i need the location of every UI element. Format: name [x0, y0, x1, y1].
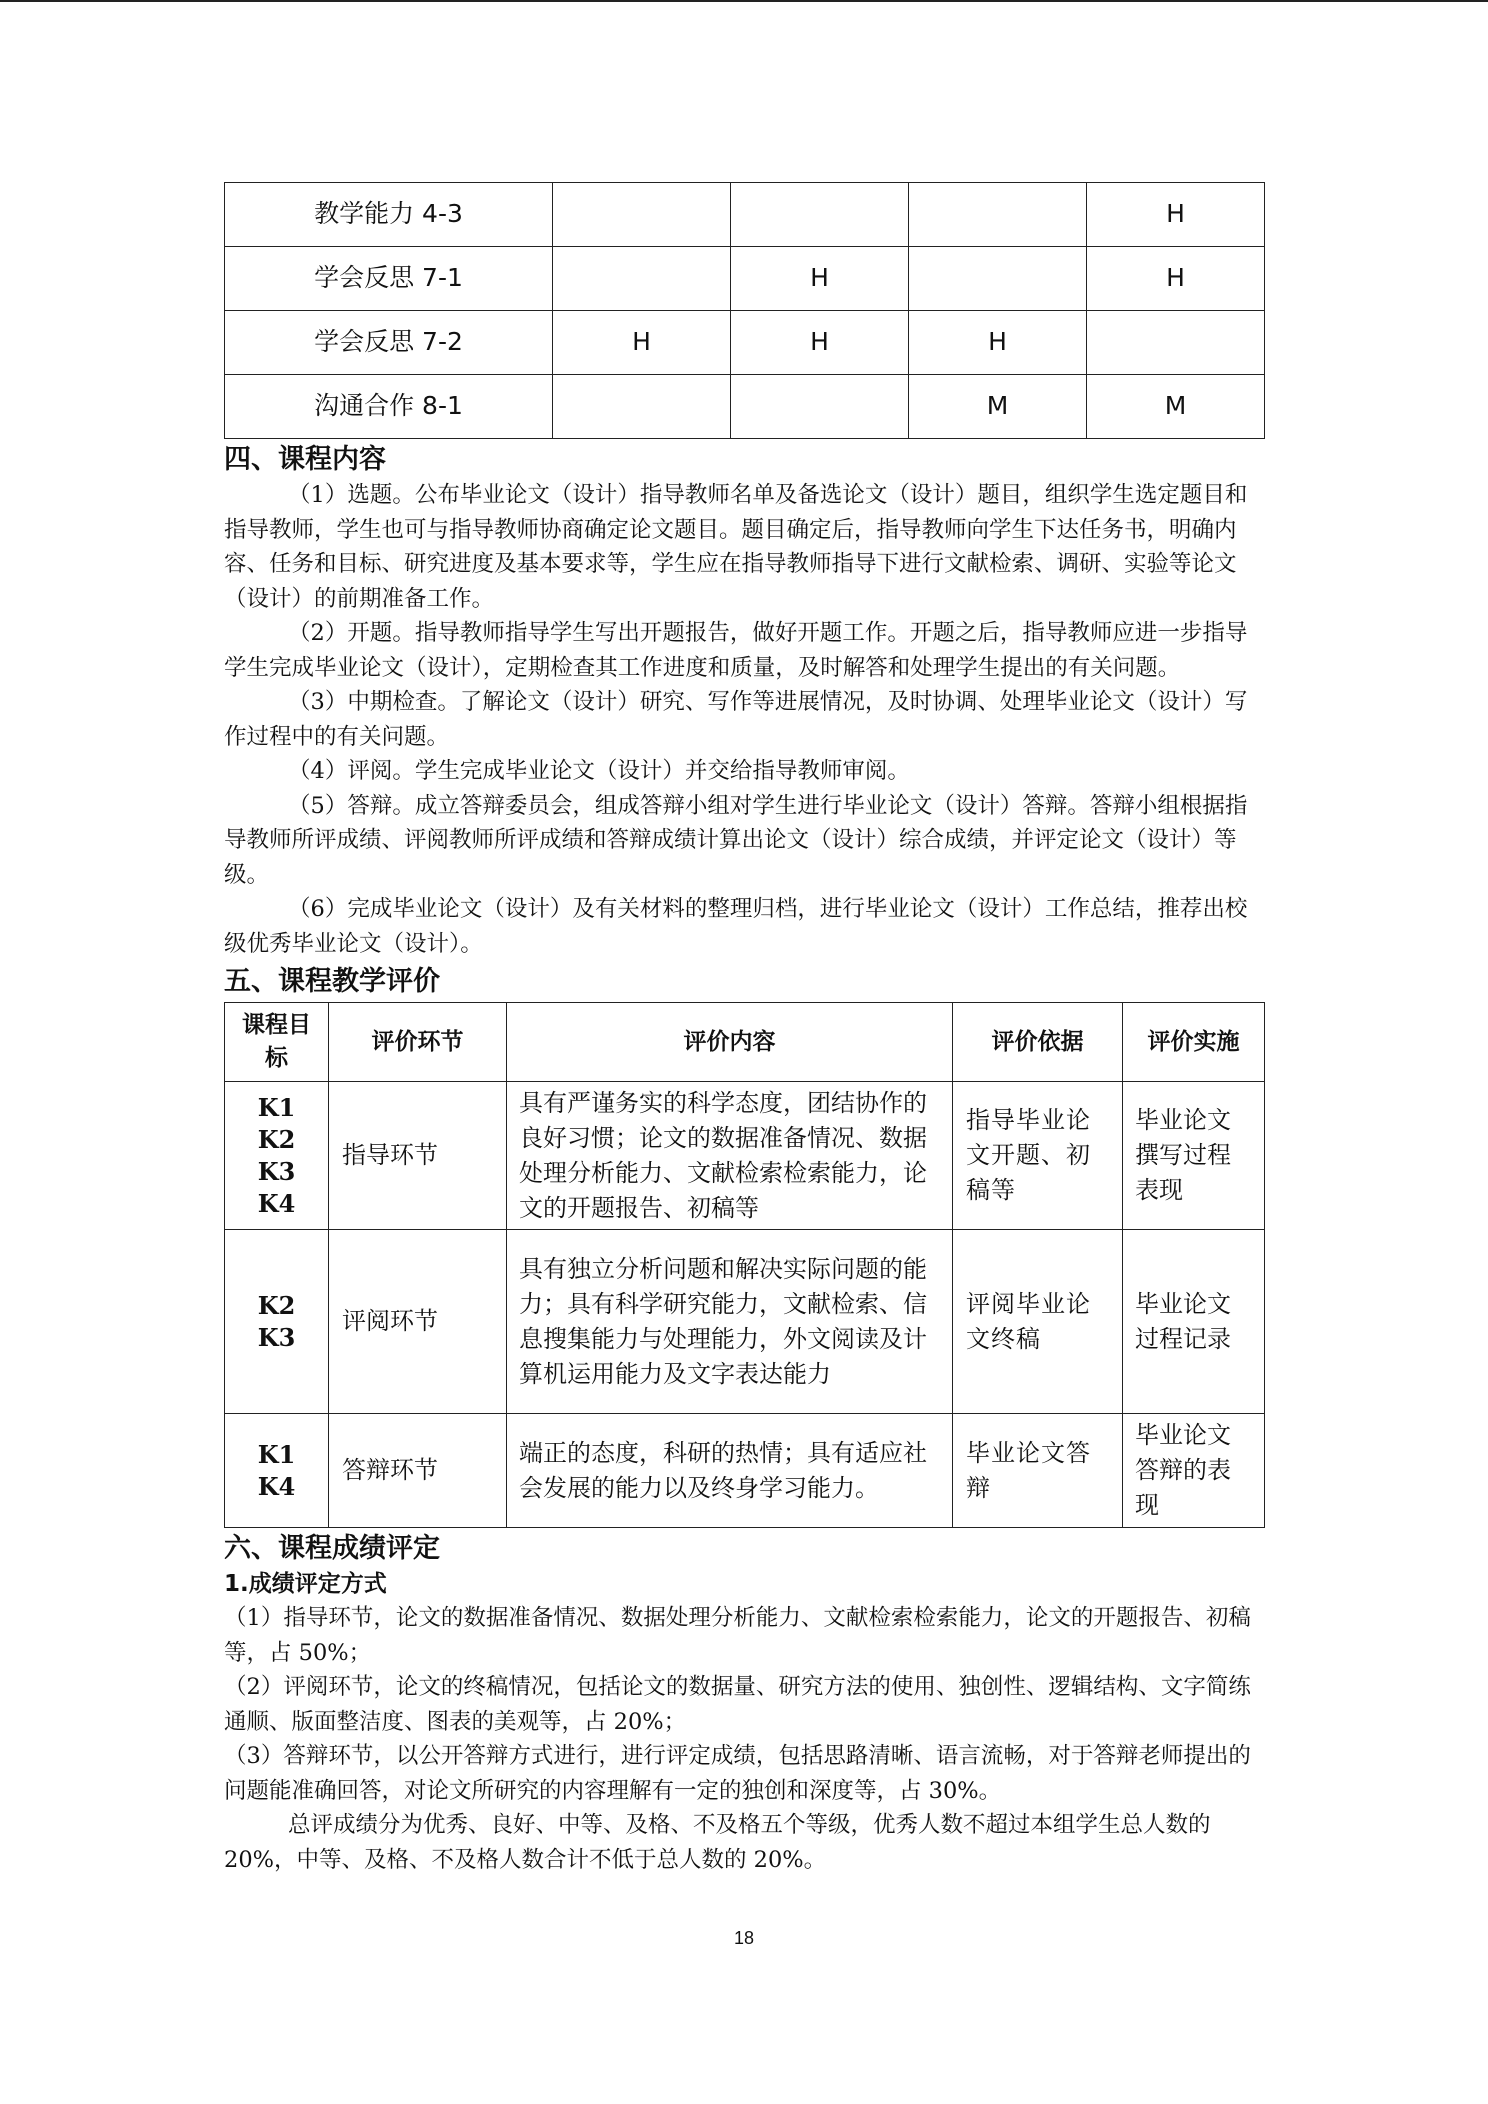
- table-cell: H: [731, 247, 909, 311]
- competency-matrix-table: [224, 182, 1265, 439]
- column-header: 评价内容: [507, 1003, 953, 1082]
- goal-code: K1: [257, 1439, 296, 1469]
- table-cell: [731, 183, 909, 247]
- table-cell: [553, 247, 731, 311]
- table-cell: H: [553, 311, 731, 375]
- row-label: 沟通合作 8-1: [225, 375, 553, 439]
- goal-cell: [225, 1230, 329, 1414]
- basis-cell: 指导毕业论文开题、初稿等: [953, 1082, 1123, 1230]
- content-cell: 端正的态度，科研的热情；具有适应社会发展的能力以及终身学习能力。: [507, 1414, 953, 1528]
- implementation-cell: 毕业论文撰写过程表现: [1123, 1082, 1265, 1230]
- column-header: 评价环节: [329, 1003, 507, 1082]
- row-label: 教学能力 4-3: [225, 183, 553, 247]
- evaluation-table: [224, 1002, 1265, 1528]
- paragraph: （3）答辩环节，以公开答辩方式进行，进行评定成绩，包括思路清晰、语言流畅，对于答辩老师提出的问题能准确回答，对论文所研究的内容理解有一定的独创和深度等，占 30%。: [224, 1743, 1251, 1804]
- table-cell: H: [731, 311, 909, 375]
- paragraph: （4）评阅。学生完成毕业论文（设计）并交给指导教师审阅。: [288, 758, 910, 784]
- table-cell: [553, 183, 731, 247]
- table-row: [225, 375, 1265, 439]
- column-header: 评价依据: [953, 1003, 1123, 1082]
- stage-cell: 评阅环节: [329, 1230, 507, 1414]
- stage-cell: 指导环节: [329, 1082, 507, 1230]
- section-heading-evaluation: 五、课程教学评价: [224, 966, 440, 997]
- table-row: [225, 183, 1265, 247]
- column-header: 课程目标: [225, 1003, 329, 1082]
- table-cell: [909, 183, 1087, 247]
- paragraph: （3）中期检查。了解论文（设计）研究、写作等进展情况，及时协调、处理毕业论文（设计）写作过程中的有关问题。: [224, 689, 1248, 750]
- goal-code: K3: [257, 1322, 296, 1352]
- table-header-row: [225, 1003, 1265, 1082]
- paragraph: （2）评阅环节，论文的终稿情况，包括论文的数据量、研究方法的使用、独创性、逻辑结构、文字简练通顺、版面整洁度、图表的美观等，占 20%；: [224, 1674, 1251, 1735]
- section-heading-course-content: 四、课程内容: [224, 444, 386, 475]
- table-cell: M: [909, 375, 1087, 439]
- paragraph: （2）开题。指导教师指导学生写出开题报告，做好开题工作。开题之后，指导教师应进一步指导学生完成毕业论文（设计），定期检查其工作进度和质量，及时解答和处理学生提出的有关问题。: [224, 620, 1248, 681]
- goal-code: K2: [257, 1290, 296, 1320]
- goal-code: K2: [257, 1124, 296, 1154]
- paragraph: （5）答辩。成立答辩委员会，组成答辩小组对学生进行毕业论文（设计）答辩。答辩小组根据指导教师所评成绩、评阅教师所评成绩和答辩成绩计算出论文（设计）综合成绩，并评定论文（设计）等级。: [224, 792, 1248, 888]
- table-row: [225, 1414, 1265, 1528]
- column-header: 评价实施: [1123, 1003, 1265, 1082]
- implementation-cell: 毕业论文答辩的表现: [1123, 1414, 1265, 1528]
- implementation-cell: 毕业论文过程记录: [1123, 1230, 1265, 1414]
- basis-cell: 评阅毕业论文终稿: [953, 1230, 1123, 1414]
- table-row: [225, 247, 1265, 311]
- content-cell: 具有严谨务实的科学态度，团结协作的良好习惯；论文的数据准备情况、数据处理分析能力、文献检索检索能力，论文的开题报告、初稿等: [507, 1082, 953, 1230]
- goal-code: K1: [257, 1092, 296, 1122]
- page-content: [224, 182, 1264, 1877]
- table-cell: H: [909, 311, 1087, 375]
- paragraph: （1）指导环节，论文的数据准备情况、数据处理分析能力、文献检索检索能力，论文的开题报告、初稿等，占 50%；: [224, 1605, 1251, 1666]
- row-label: 学会反思 7-2: [225, 311, 553, 375]
- row-label: 学会反思 7-1: [225, 247, 553, 311]
- basis-cell: 毕业论文答辩: [953, 1414, 1123, 1528]
- table-cell: [1087, 311, 1265, 375]
- section-heading-grading: 六、课程成绩评定: [224, 1533, 440, 1564]
- table-cell: H: [1087, 247, 1265, 311]
- goal-cell: [225, 1414, 329, 1528]
- table-row: [225, 1230, 1265, 1414]
- table-row: [225, 311, 1265, 375]
- paragraph: （1）选题。公布毕业论文（设计）指导教师名单及备选论文（设计）题目，组织学生选定题目和指导教师，学生也可与指导教师协商确定论文题目。题目确定后，指导教师向学生下达任务书，明确内容、任务和目标、研究进度及基本要求等，学生应在指导教师指导下进行文献检索、调研、实验等论文（设计）的前期准备工作。: [224, 482, 1248, 612]
- goal-code: K4: [257, 1471, 296, 1501]
- paragraph: （6）完成毕业论文（设计）及有关材料的整理归档，进行毕业论文（设计）工作总结，推荐出校级优秀毕业论文（设计）。: [224, 896, 1248, 957]
- table-cell: [553, 375, 731, 439]
- table-cell: [731, 375, 909, 439]
- goal-cell: [225, 1082, 329, 1230]
- content-cell: 具有独立分析问题和解决实际问题的能力；具有科学研究能力，文献检索、信息搜集能力与处理能力，外文阅读及计算机运用能力及文字表达能力: [507, 1230, 953, 1414]
- table-cell: M: [1087, 375, 1265, 439]
- goal-code: K4: [257, 1188, 296, 1218]
- stage-cell: 答辩环节: [329, 1414, 507, 1528]
- table-cell: H: [1087, 183, 1265, 247]
- table-row: [225, 1082, 1265, 1230]
- paragraph: 总评成绩分为优秀、良好、中等、及格、不及格五个等级，优秀人数不超过本组学生总人数的 20%，中等、及格、不及格人数合计不低于总人数的 20%。: [224, 1812, 1211, 1873]
- page-number: 18: [733, 1928, 755, 1948]
- table-cell: [909, 247, 1087, 311]
- goal-code: K3: [257, 1156, 296, 1186]
- subheading-grading-method: 1.成绩评定方式: [224, 1571, 387, 1597]
